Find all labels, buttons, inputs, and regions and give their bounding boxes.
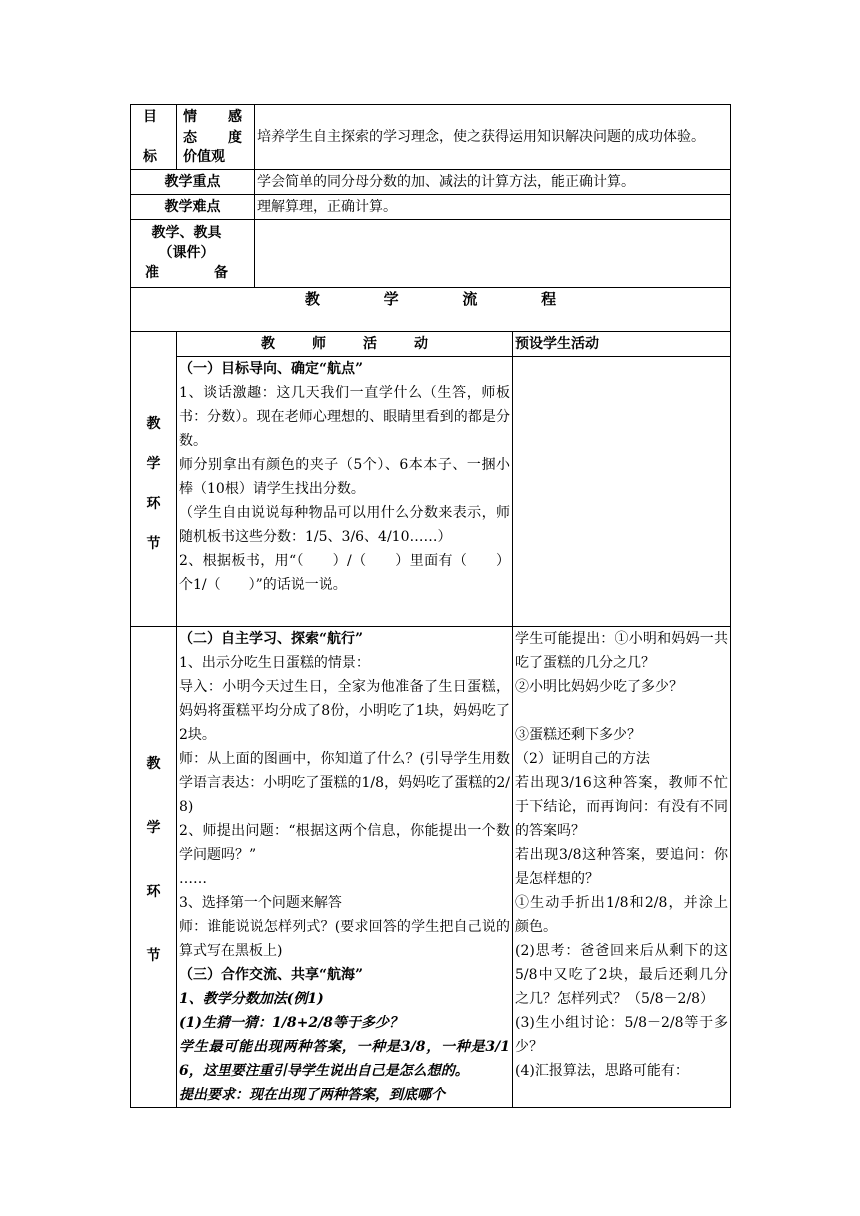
section1-title: （一）目标导向、确定“航点” [179,361,364,377]
section1-side-char-1: 教 [146,416,161,432]
section2-student [513,627,731,1108]
values-label: 价值观 [183,149,225,165]
section3-para4: 提出要求：现在出现了两种答案，到底哪个 [179,1087,445,1103]
emotion-char-2: 感 [228,109,242,125]
attitude-char-1: 态 [183,130,197,146]
student-para1: 学生可能提出：①小明和妈妈一共吃了蛋糕的几分之几？ [515,631,728,671]
lesson-plan-table [130,104,731,1108]
prep-content [255,220,731,288]
section1-side-char-3: 环 [146,496,161,512]
flow-title-row [131,288,731,332]
flow-title-char-4: 程 [541,290,557,308]
student-para10: (4)汇报算法，思路可能有： [515,1063,689,1079]
student-para8: (2)思考：爸爸回来后从剩下的这5/8中又吃了2块，最后还剩几分之几？怎样列式？（5/8－2/8） [515,943,728,1007]
emotion-label [177,105,255,170]
goal-row [131,105,731,170]
activity-header-row [131,332,731,357]
goal-label-line1: 目 [143,109,157,125]
goal-label [131,105,177,170]
section1-para1: 1、谈话激趣：这几天我们一直学什么（生答，师板书：分数）。现在老师心理想的、眼睛里看到的都是分数。 [179,385,510,449]
section2-teacher [177,627,513,1108]
prep-label-char-1: 准 [145,265,159,281]
difficulty-content: 理解算理，正确计算。 [255,195,731,220]
section1-row [131,357,731,627]
goal-label-line2: 标 [143,149,157,165]
flow-title-char-3: 流 [462,290,478,308]
section2-para4: 2、师提出问题：“根据这两个信息，你能提出一个数学问题吗？” [179,823,510,863]
student-para7: ①生动手折出1/8和2/8，并涂上颜色。 [515,895,728,935]
goal-content: 培养学生自主探索的学习理念，使之获得运用知识解决问题的成功体验。 [255,105,731,170]
attitude-char-2: 度 [228,130,242,146]
flow-title-char-1: 教 [304,290,320,308]
prep-label-line2: （课件） [158,245,215,261]
teacher-header-char-1: 教 [261,336,275,352]
section1-teacher [177,357,513,627]
section2-side-char-1: 教 [146,756,161,772]
section3-para3: 学生最可能出现两种答案，一种是3/8，一种是3/16，这里要注重引导学生说出自己是怎么想的。 [179,1039,510,1079]
section1-student [513,357,731,627]
section3-title: （三）合作交流、共享“航海” [179,967,364,983]
section2-para6: 3、选择第一个问题来解答 [179,895,342,911]
section1-side-label [131,332,177,627]
teacher-header-char-4: 动 [414,336,428,352]
student-para9: (3)生小组讨论：5/8－2/8等于多少？ [515,1015,728,1055]
section2-row [131,627,731,1108]
section2-para1: 1、出示分吃生日蛋糕的情景： [179,655,370,671]
prep-label-line1: 教学、教具 [151,225,222,241]
prep-label-char-2: 备 [214,265,228,281]
section3-para1: 1、教学分数加法(例1) [179,991,324,1007]
student-para5: 若出现3/16这种答案，教师不忙于下结论，而再询问：有没有不同的答案吗？ [515,775,728,839]
section1-para3: （学生自由说说每种物品可以用什么分数来表示，师随机板书这些分数：1/5、3/6、4/10……） [179,505,510,545]
section1-para4: 2、根据板书，用“（ ）/（ ）里面有（ ）个1/（ ）”的话说一说。 [179,553,510,593]
emotion-char-1: 情 [183,109,197,125]
student-para3: ③蛋糕还剩下多少？ [515,727,641,743]
prep-row [131,220,731,288]
section1-side-char-2: 学 [146,456,161,472]
key-point-content: 学会简单的同分母分数的加、减法的计算方法，能正确计算。 [255,170,731,195]
prep-label [131,220,255,288]
student-para2: ②小明比妈妈少吃了多少？ [515,679,683,695]
section3-para2: (1)生猜一猜：1/8+2/8等于多少？ [179,1015,403,1031]
section2-side-char-4: 节 [146,948,161,964]
key-point-row [131,170,731,195]
section2-para3: 师：从上面的图画中，你知道了什么？(引导学生用数学语言表达：小明吃了蛋糕的1/8，妈妈吃了蛋糕的2/8) [179,751,510,815]
section2-side-char-3: 环 [146,884,161,900]
difficulty-row [131,195,731,220]
section2-para5: …… [179,871,207,887]
section2-side-label [131,627,177,1108]
teacher-activity-header [177,332,513,357]
teacher-header-char-2: 师 [312,336,326,352]
flow-title [131,288,731,332]
section2-side-char-2: 学 [146,820,161,836]
flow-title-char-2: 学 [383,290,399,308]
teacher-header-char-3: 活 [363,336,377,352]
student-activity-header: 预设学生活动 [513,332,731,357]
section2-title: （二）自主学习、探索“航行” [179,631,364,647]
section1-para2: 师分别拿出有颜色的夹子（5个）、6本本子、一捆小棒（10根）请学生找出分数。 [179,457,510,497]
student-para4: （2）证明自己的方法 [515,751,650,767]
section1-side-char-4: 节 [146,536,161,552]
difficulty-label: 教学难点 [131,195,255,220]
section2-para2: 导入：小明今天过生日，全家为他准备了生日蛋糕，妈妈将蛋糕平均分成了8份，小明吃了1块，妈妈吃了2块。 [179,679,510,743]
student-para6: 若出现3/8这种答案，要追问：你是怎样想的？ [515,847,728,887]
section2-para7: 师：谁能说说怎样列式？(要求回答的学生把自己说的算式写在黑板上) [179,919,510,959]
key-point-label: 教学重点 [131,170,255,195]
